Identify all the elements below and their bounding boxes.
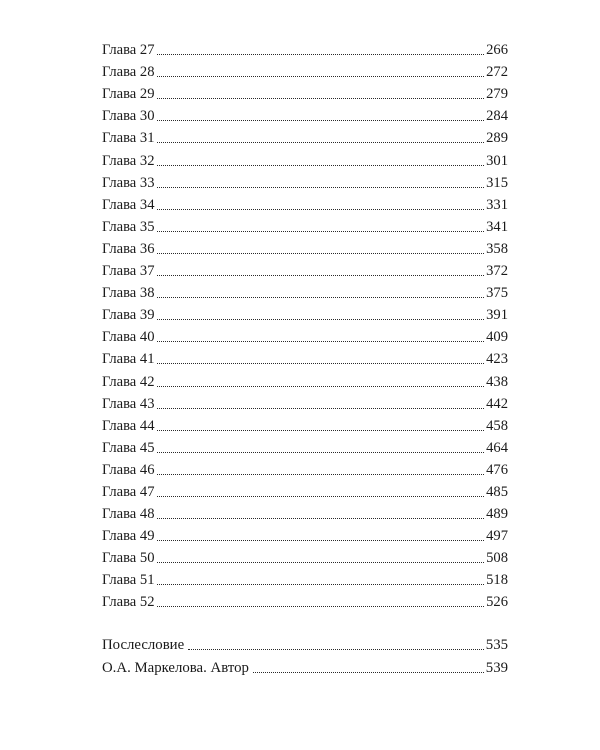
toc-entry-page-number: 442 <box>486 395 508 412</box>
dot-leader <box>157 473 485 475</box>
toc-entry-title: Глава 46 <box>102 461 155 478</box>
toc-chapter-row[interactable] <box>102 391 508 413</box>
toc-entry-page-number: 315 <box>486 174 508 191</box>
toc-entry-title: Глава 50 <box>102 550 155 567</box>
toc-entry-page-number: 409 <box>486 329 508 346</box>
toc-entry-title: Глава 29 <box>102 86 155 103</box>
dot-leader <box>157 318 485 320</box>
toc-entry-title: Глава 52 <box>102 594 155 611</box>
dot-leader <box>157 252 485 254</box>
toc-entry-page-number: 485 <box>486 483 508 500</box>
toc-entry-title: Глава 51 <box>102 572 155 589</box>
toc-back-matter-row[interactable] <box>102 631 508 654</box>
dot-leader <box>157 495 485 497</box>
dot-leader <box>157 208 485 210</box>
toc-entry-title: Глава 39 <box>102 307 155 324</box>
toc-entry-title: Глава 32 <box>102 152 155 169</box>
toc-chapter-row[interactable] <box>102 457 508 479</box>
toc-entry-title: Послесловие <box>102 637 185 654</box>
toc-entry-page-number: 497 <box>486 528 508 545</box>
dot-leader <box>157 164 485 166</box>
toc-entry-title: Глава 30 <box>102 108 155 125</box>
toc-chapter-row[interactable] <box>102 59 508 81</box>
toc-chapter-row[interactable] <box>102 103 508 125</box>
dot-leader <box>157 561 485 563</box>
toc-entry-page-number: 476 <box>486 461 508 478</box>
dot-leader <box>157 119 485 121</box>
toc-chapter-row[interactable] <box>102 324 508 346</box>
toc-entry-page-number: 489 <box>486 506 508 523</box>
toc-entry-page-number: 272 <box>486 64 508 81</box>
toc-chapter-row[interactable] <box>102 545 508 567</box>
toc-entry-page-number: 458 <box>486 417 508 434</box>
toc-entry-page-number: 266 <box>486 42 508 59</box>
dot-leader <box>157 340 485 342</box>
toc-chapter-row[interactable] <box>102 147 508 169</box>
toc-entry-page-number: 372 <box>486 263 508 280</box>
toc-entry-page-number: 289 <box>486 130 508 147</box>
dot-leader <box>157 296 485 298</box>
dot-leader <box>157 539 485 541</box>
toc-entry-title: Глава 28 <box>102 64 155 81</box>
toc-entry-page-number: 539 <box>485 660 508 677</box>
toc-entry-title: Глава 31 <box>102 130 155 147</box>
dot-leader <box>157 517 485 519</box>
dot-leader <box>188 648 484 650</box>
toc-entry-title: Глава 40 <box>102 329 155 346</box>
dot-leader <box>157 141 485 143</box>
dot-leader <box>157 97 485 99</box>
toc-chapter-row[interactable] <box>102 302 508 324</box>
toc-entry-title: Глава 41 <box>102 351 155 368</box>
toc-entry-title: Глава 34 <box>102 196 155 213</box>
toc-chapter-row[interactable] <box>102 523 508 545</box>
dot-leader <box>157 362 485 364</box>
chapter-list <box>102 37 508 611</box>
toc-chapter-row[interactable] <box>102 501 508 523</box>
dot-leader <box>157 451 485 453</box>
dot-leader <box>157 53 485 55</box>
toc-entry-page-number: 508 <box>486 550 508 567</box>
toc-entry-title: Глава 37 <box>102 263 155 280</box>
toc-entry-title: Глава 49 <box>102 528 155 545</box>
toc-entry-title: Глава 44 <box>102 417 155 434</box>
toc-entry-title: О.А. Маркелова. Автор <box>102 660 249 677</box>
toc-entry-page-number: 526 <box>486 594 508 611</box>
toc-entry-page-number: 391 <box>486 307 508 324</box>
toc-chapter-row[interactable] <box>102 192 508 214</box>
toc-chapter-row[interactable] <box>102 567 508 589</box>
toc-chapter-row[interactable] <box>102 413 508 435</box>
toc-entry-title: Глава 36 <box>102 240 155 257</box>
toc-entry-page-number: 331 <box>486 196 508 213</box>
toc-chapter-row[interactable] <box>102 479 508 501</box>
toc-chapter-row[interactable] <box>102 236 508 258</box>
toc-chapter-row[interactable] <box>102 125 508 147</box>
toc-chapter-row[interactable] <box>102 214 508 236</box>
toc-entry-page-number: 358 <box>486 240 508 257</box>
toc-chapter-row[interactable] <box>102 589 508 611</box>
toc-entry-title: Глава 42 <box>102 373 155 390</box>
toc-entry-page-number: 464 <box>486 439 508 456</box>
toc-entry-page-number: 423 <box>486 351 508 368</box>
toc-entry-title: Глава 43 <box>102 395 155 412</box>
toc-chapter-row[interactable] <box>102 368 508 390</box>
toc-entry-title: Глава 35 <box>102 218 155 235</box>
toc-entry-page-number: 284 <box>486 108 508 125</box>
toc-entry-page-number: 535 <box>485 637 508 654</box>
dot-leader <box>253 671 484 673</box>
toc-entry-title: Глава 45 <box>102 439 155 456</box>
dot-leader <box>157 407 485 409</box>
toc-entry-title: Глава 47 <box>102 483 155 500</box>
toc-entry-page-number: 375 <box>486 285 508 302</box>
dot-leader <box>157 605 485 607</box>
toc-back-matter-row[interactable] <box>102 654 508 677</box>
toc-entry-page-number: 279 <box>486 86 508 103</box>
toc-entry-page-number: 341 <box>486 218 508 235</box>
toc-chapter-row[interactable] <box>102 435 508 457</box>
toc-entry-title: Глава 38 <box>102 285 155 302</box>
dot-leader <box>157 75 485 77</box>
dot-leader <box>157 385 485 387</box>
toc-chapter-row[interactable] <box>102 81 508 103</box>
dot-leader <box>157 583 485 585</box>
toc-chapter-row[interactable] <box>102 37 508 59</box>
toc-chapter-row[interactable] <box>102 170 508 192</box>
toc-entry-page-number: 301 <box>486 152 508 169</box>
toc-entry-page-number: 438 <box>486 373 508 390</box>
toc-entry-title: Глава 48 <box>102 506 155 523</box>
toc-entry-title: Глава 33 <box>102 174 155 191</box>
dot-leader <box>157 274 485 276</box>
toc-entry-page-number: 518 <box>486 572 508 589</box>
toc-entry-title: Глава 27 <box>102 42 155 59</box>
dot-leader <box>157 230 485 232</box>
toc-chapter-row[interactable] <box>102 258 508 280</box>
dot-leader <box>157 186 485 188</box>
table-of-contents <box>102 37 508 677</box>
toc-chapter-row[interactable] <box>102 280 508 302</box>
dot-leader <box>157 429 485 431</box>
back-matter-list <box>102 631 508 677</box>
toc-chapter-row[interactable] <box>102 346 508 368</box>
